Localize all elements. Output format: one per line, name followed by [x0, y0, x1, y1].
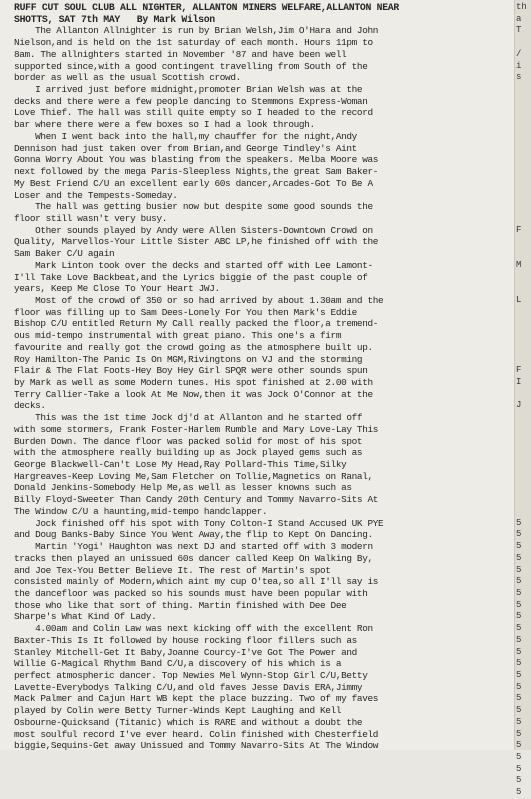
margin-fragment: a	[516, 13, 522, 24]
margin-fragment: 5	[516, 669, 522, 680]
body-line: floor still wasn't very busy.	[14, 212, 168, 224]
body-line: consisted mainly of Modern,which aint my cup O'tea,so all I'll say is	[14, 576, 379, 588]
margin-fragment	[516, 154, 530, 166]
margin-fragment: 5	[516, 787, 522, 798]
body-line: Donald Jenkins-Somebody Help Me,as well as lesser knowns such as	[14, 482, 352, 494]
body-line: favourite and really got the crowd going as the atmosphere built up.	[14, 341, 373, 353]
margin-fragment: 5	[516, 517, 522, 528]
body-line: border as well as the usual Scottish crowd.	[14, 72, 241, 84]
body-line: floor was filling up to Sam Dees-Lonely For You then Mark's Eddie	[14, 306, 357, 318]
body-line: years, Keep Me Close To Your Heart JWJ.	[14, 283, 220, 295]
body-line: decks.	[14, 400, 46, 412]
margin-fragment	[516, 494, 530, 506]
body-line: Roy Hamilton-The Panic Is On MGM,Rivingtons on VJ and the storming	[14, 353, 363, 365]
margin-fragment: 5	[516, 623, 522, 634]
margin-fragment: 5	[516, 705, 522, 716]
adjacent-page-text	[516, 2, 530, 799]
margin-fragment: 5	[516, 646, 522, 657]
body-line: decks and there were a few people dancing to Stemmons Express-Woman	[14, 95, 368, 107]
margin-fragment: 5	[516, 740, 522, 751]
body-line: next followed by the mega Paris-Sleepless Nights,the great Sam Baker-	[14, 166, 379, 178]
body-line: When I went back into the hall,my chauffer for the night,Andy	[14, 130, 357, 142]
body-line: Terry Callier-Take a look At Me Now,then it was Jock O'Connor at the	[14, 388, 373, 400]
body-line: Jock finished off his spot with Tony Colton-I Stand Accused UK PYE	[14, 517, 384, 529]
body-line: Sharpe's What Kind Of Lady.	[14, 611, 157, 623]
margin-fragment: 5	[516, 611, 522, 622]
margin-fragment	[516, 119, 530, 131]
margin-fragment: th	[516, 2, 527, 12]
margin-fragment	[516, 166, 530, 178]
margin-fragment	[516, 412, 530, 424]
body-line: tracks then played an unissued 60s dancer called Keep On Walking By,	[14, 552, 373, 564]
body-line: 4.00am and Colin Law was next kicking off with the excellent Ron	[14, 623, 373, 635]
body-line: My Best Friend C/U an excellent early 60s dancer,Arcades-Got To Be A	[14, 177, 373, 189]
margin-fragment: F	[516, 224, 522, 235]
article-column	[14, 2, 508, 752]
margin-fragment: 5	[516, 552, 522, 563]
margin-fragment	[516, 201, 530, 213]
body-line: by Mark as well as some Modern tunes. His spot finished at 2.00 with	[14, 377, 373, 388]
margin-fragment	[516, 436, 530, 448]
margin-fragment: I	[516, 377, 522, 387]
body-line: with the atmosphere really building up as Jock played gems such as	[14, 447, 363, 459]
margin-fragment	[516, 506, 530, 518]
margin-fragment	[516, 307, 530, 319]
margin-fragment: 5	[516, 599, 522, 610]
margin-fragment: 5	[516, 564, 522, 575]
body-line: those who like that sort of thing. Martin finished with Dee Dee	[14, 599, 347, 611]
margin-fragment	[516, 190, 530, 202]
margin-fragment	[516, 37, 530, 49]
body-line: Most of the crowd of 350 or so had arrived by about 1.30am and the	[14, 294, 384, 306]
body-line: Willie G-Magical Rhythm Band C/U,a discovery of his which is a	[14, 658, 342, 670]
body-line: Gonna Worry About You was blasting from the speakers. Melba Moore was	[14, 154, 379, 166]
margin-fragment: 5	[516, 634, 522, 645]
margin-fragment	[516, 447, 530, 459]
margin-fragment: 5	[516, 775, 522, 786]
margin-fragment: 5	[516, 529, 522, 540]
margin-fragment	[516, 96, 530, 108]
body-line: biggie,Sequins-Get away Unissued and Tommy Navarro-Sits At The Window	[14, 740, 379, 752]
margin-fragment: 5	[516, 728, 522, 739]
margin-fragment	[516, 459, 530, 471]
body-line: with some stormers, Frank Foster-Harlem Rumble and Mary Love-Lay This	[14, 423, 379, 435]
body-line: Stanley Mitchell-Get It Baby,Joanne Courcy-I've Got The Power and	[14, 646, 357, 658]
margin-fragment	[516, 482, 530, 494]
margin-fragment: 5	[516, 693, 522, 704]
margin-fragment: 5	[516, 541, 522, 552]
body-line: the dancefloor was packed so his sounds must have been popular with	[14, 587, 368, 599]
body-line: Baxter-This Is It followed by house rocking floor fillers such as	[14, 634, 357, 646]
body-line: Bishop C/U entitled Return My Call really packed the floor,a tremend-	[14, 318, 379, 330]
body-line: bar where there were a few boxes so I had a look through.	[14, 119, 315, 131]
margin-fragment	[516, 84, 530, 96]
body-line: I arrived just before midnight,promoter Brian Welsh was at the	[14, 84, 363, 96]
body-line: Loser and the Tempests-Someday.	[14, 189, 178, 201]
margin-fragment: 5	[516, 681, 522, 692]
body-line: Love Thief. The hall was still quite empty so I headed to the record	[14, 107, 373, 119]
body-line: George Blackwell-Can't Lose My Head,Ray Pollard-This Time,Silky	[14, 459, 347, 471]
margin-fragment	[516, 107, 530, 119]
body-line: most soulful record I've ever heard. Colin finished with Chesterfield	[14, 728, 379, 740]
margin-fragment: 5	[516, 763, 522, 774]
margin-fragment: M	[516, 259, 522, 270]
margin-fragment	[516, 330, 530, 342]
body-line: supported since,with a good contingent travelling from South of the	[14, 60, 368, 72]
margin-fragment	[516, 424, 530, 436]
body-line: Dennison had just taken over from Brian,and George Tindley's Aint	[14, 142, 357, 154]
body-line: Billy Floyd-Sweeter Than Candy 20th Century and Tommy Navarro-Sits At	[14, 494, 379, 506]
body-line: perfect atmospheric dancer. Top Newies Mel Wynn-Stop Girl C/U,Betty	[14, 669, 368, 681]
body-line: Osbourne-Quicksand (Titanic) which is RARE and without a doubt the	[14, 716, 363, 728]
margin-fragment	[516, 471, 530, 483]
body-line: ous mid-tempo instrumental with great piano. This one's a firm	[14, 330, 342, 342]
margin-fragment	[516, 354, 530, 366]
margin-fragment: 5	[516, 587, 522, 598]
margin-fragment: 5	[516, 752, 522, 762]
article-headline	[14, 2, 508, 25]
margin-fragment	[516, 318, 530, 330]
body-line: Mack Palmer and Cajun Hart WB kept the place buzzing. Two of my faves	[14, 693, 379, 705]
body-line: Hargreaves-Keep Loving Me,Sam Fletcher on Tollie,Magnetics on Ranal,	[14, 470, 373, 482]
margin-fragment: 5	[516, 576, 522, 587]
margin-fragment	[516, 236, 530, 248]
body-line: and Doug Banks-Baby Since You Went Away,the flip to Kept On Dancing.	[14, 529, 373, 541]
margin-fragment	[516, 143, 530, 155]
margin-fragment	[516, 389, 530, 401]
body-line: Mark Linton took over the decks and started off with Lee Lamont-	[14, 259, 373, 271]
margin-fragment: F	[516, 365, 522, 376]
margin-fragment	[516, 131, 530, 143]
margin-fragment: 5	[516, 658, 522, 669]
margin-fragment	[516, 213, 530, 225]
body-line: Martin 'Yogi' Haughton was next DJ and started off with 3 modern	[14, 541, 373, 553]
margin-fragment: T	[516, 25, 522, 36]
body-line: played by Colin were Betty Turner-Winds Kept Laughing and Kell	[14, 705, 342, 717]
body-line: Lavette-Everybodys Talking C/U,and old faves Jesse Davis ERA,Jimmy	[14, 681, 363, 693]
margin-fragment: i	[516, 60, 522, 71]
margin-fragment: 5	[516, 716, 522, 727]
body-line: and Joe Tex-You Better Believe It. The rest of Martin's spot	[14, 564, 331, 576]
margin-fragment	[516, 283, 530, 295]
article-body	[14, 25, 508, 752]
margin-fragment	[516, 272, 530, 284]
margin-fragment	[516, 248, 530, 260]
body-line: Other sounds played by Andy were Allen Sisters-Downtown Crowd on	[14, 224, 373, 236]
body-line: Nielson,and is held on the 1st saturday of each month. Hours 11pm to	[14, 37, 373, 49]
headline-line: SHOTTS, SAT 7th MAY By Mark Wilson	[14, 13, 215, 25]
margin-fragment: L	[516, 294, 522, 305]
body-line: The hall was getting busier now but despite some good sounds the	[14, 201, 373, 213]
margin-fragment: /	[516, 48, 522, 59]
headline-line: RUFF CUT SOUL CLUB ALL NIGHTER, ALLANTON MINERS WELFARE,ALLANTON NEAR	[14, 2, 399, 13]
margin-fragment	[516, 342, 530, 354]
body-line: 8am. The allnighters started in November '87 and have been well	[14, 48, 347, 60]
body-line: The Allanton Allnighter is run by Brian Welsh,Jim O'Hara and John	[14, 25, 379, 37]
margin-fragment	[516, 178, 530, 190]
body-line: This was the 1st time Jock dj'd at Allanton and he started off	[14, 412, 363, 424]
body-line: Sam Baker C/U again	[14, 248, 115, 260]
body-line: Quality, Marvellos-Your Little Sister ABC LP,he finished off with the	[14, 236, 379, 248]
margin-fragment: J	[516, 400, 522, 411]
body-line: The Window C/U a haunting,mid-tempo handclapper.	[14, 505, 268, 517]
body-line: Burden Down. The dance floor was packed solid for most of his spot	[14, 435, 363, 447]
body-line: I'll Take Love Backbeat,and the Lyrics biggie of the past couple of	[14, 271, 368, 283]
margin-fragment: s	[516, 72, 522, 83]
body-line: Flair & The Flat Foots-Hey Boy Hey Girl SPQR were other sounds spun	[14, 365, 368, 377]
